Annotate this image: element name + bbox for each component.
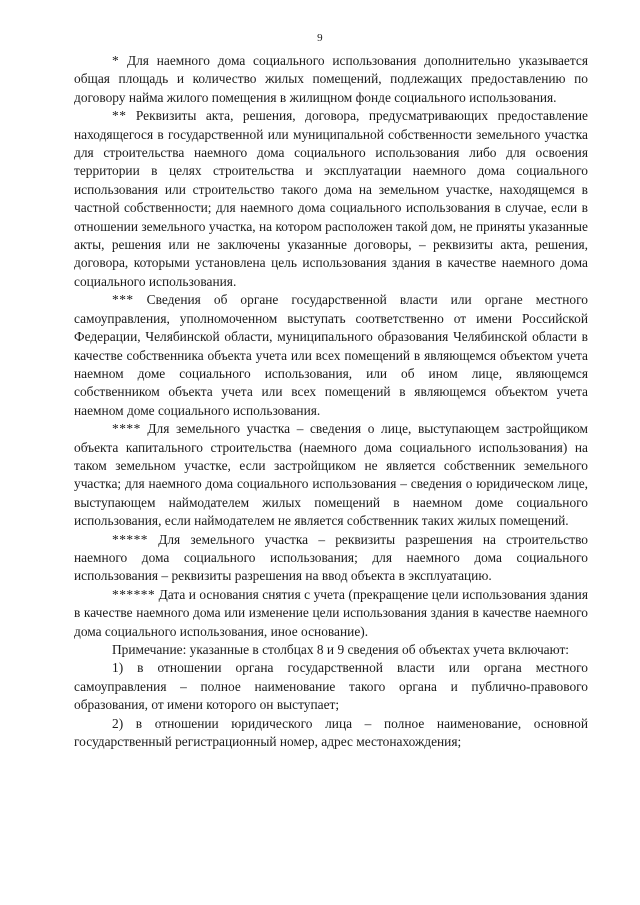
note-item-2: 2) в отношении юридического лица – полное наименование, основной государственный регистрационный номер, адрес местонахождения;	[74, 715, 588, 750]
footnote-6	[74, 586, 588, 641]
note-item-1: 1) в отношении органа государственной власти или органа местного самоуправления – полное наименование такого органа и публично-правового образования, от имени которого он выступает;	[74, 660, 588, 713]
footnote-text: Для наемного дома социального использования дополнительно указывается общая площадь и количество жилых помещений, подлежащих предоставлению по договору найма жилого помещения в жилищном фонде социального использования.	[74, 53, 588, 105]
footnote-text: Для земельного участка – сведения о лице, выступающем застройщиком объекта капитального строительства (наемного дома социального использования) на таком земельном участке, если застройщиком не является собственник земельного участка; для наемного дома социального использования – сведения о юридическом лице, выступающем наймодателем жилых помещений в наемном доме социального использования, если наймодателем не является собственник таких жилых помещений.	[74, 421, 588, 529]
footnote-3	[74, 291, 588, 420]
footnote-text: Для земельного участка – реквизиты разрешения на строительство наемного дома социального использования; для наемного дома социального использования – реквизиты разрешения на ввод объекта в эксплуатацию.	[74, 531, 588, 584]
document-body	[74, 52, 588, 751]
footnote-text: Реквизиты акта, решения, договора, предусматривающих предоставление находящегося в государственной или муниципальной собственности земельного участка для строительства наемного дома социального использования либо для освоения территории в целях строительства и эксплуатации наемного дома социального использования или строительство такого дома на земельном участке, находящемся в частной собственности; для наемного дома социального использования в случае, если в отношении земельного участка, на котором расположен такой дом, не приняты указанные акты, решения или не заключены указанные договоры, – реквизиты акта, решения, договора, которыми установлена цель использования здания в качестве наемного дома социального использования.	[74, 108, 588, 289]
footnote-2	[74, 107, 588, 291]
footnote-text: Дата и основания снятия с учета (прекращение цели использования здания в качестве наемного дома или изменение цели использования здания в качестве наемного дома социального использования, иное основание).	[74, 586, 588, 639]
note-intro: Примечание: указанные в столбцах 8 и 9 сведения об объектах учета включают:	[112, 642, 570, 657]
footnote-text: Сведения об органе государственной власти или органе местного самоуправления, уполномоченном выступать соответственно от имени Российской Федерации, Челябинской области, муниципального образования Челябинской области в качестве собственника объекта учета или всех помещений в являющемся объектом учета наемном доме социального использования, или об ином лице, являющемся собственником объекта учета или всех помещений в являющемся объектом учета наемном доме социального использования.	[74, 292, 588, 418]
footnote-marker: ****	[112, 421, 141, 437]
footnote-marker: ******	[112, 586, 156, 602]
page-number: 9	[317, 32, 323, 44]
footnote-marker: **	[112, 108, 127, 124]
footnote-4	[74, 420, 588, 530]
footnote-marker: ***	[112, 292, 134, 308]
footnote-1	[74, 52, 588, 107]
footnote-marker: *****	[112, 531, 148, 547]
footnote-5	[74, 531, 588, 586]
footnote-marker: *	[112, 53, 120, 68]
